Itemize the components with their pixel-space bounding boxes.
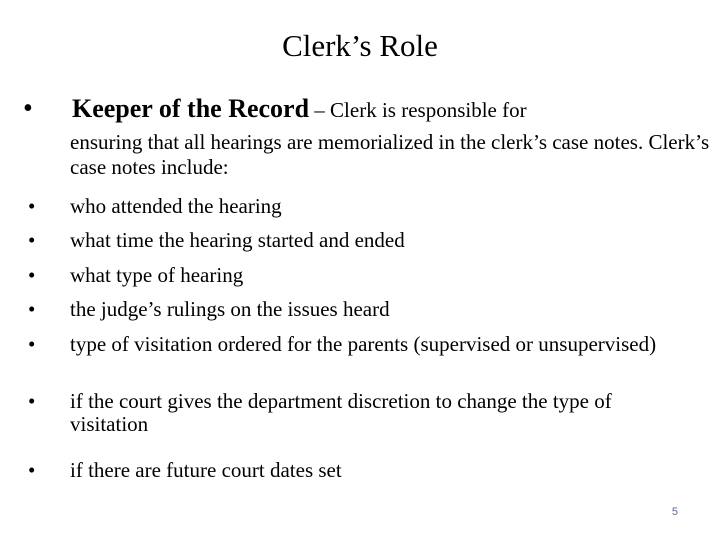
list-item <box>28 194 690 218</box>
list-item <box>28 228 690 252</box>
bullet-marker: • <box>23 93 33 124</box>
list-item-text: type of visitation ordered for the parents (supervised or unsupervised) <box>70 332 657 356</box>
bullet-marker: • <box>28 297 36 321</box>
bullet-marker: • <box>28 458 36 482</box>
bullet-marker: • <box>28 263 36 287</box>
lead-heading-rest: – Clerk is responsible for <box>309 98 527 122</box>
page-number: 5 <box>671 506 678 518</box>
list-item <box>28 389 690 436</box>
bullet-marker: • <box>28 389 36 413</box>
list-item <box>28 332 690 356</box>
list-item-text: if the court gives the department discretion to change the type of visitation <box>70 389 612 436</box>
list-item-text: if there are future court dates set <box>70 458 342 482</box>
list-item-text: the judge’s rulings on the issues heard <box>70 297 390 321</box>
bullet-marker: • <box>28 194 36 218</box>
list-item <box>28 297 690 321</box>
lead-bullet-heading <box>72 93 527 126</box>
list-item-text: who attended the hearing <box>70 194 282 218</box>
lead-heading-bold: Keeper of the Record <box>72 94 310 123</box>
slide-title: Clerk’s Role <box>282 28 438 63</box>
list-item-text: what time the hearing started and ended <box>70 228 405 252</box>
list-item <box>28 263 690 287</box>
list-item <box>28 458 690 482</box>
bullet-marker: • <box>28 332 36 356</box>
bullet-marker: • <box>28 228 36 252</box>
lead-bullet-body: ensuring that all hearings are memorialized in the clerk’s case notes. Clerk’s case notes include: <box>70 130 710 179</box>
list-item-text: what type of hearing <box>70 263 244 287</box>
